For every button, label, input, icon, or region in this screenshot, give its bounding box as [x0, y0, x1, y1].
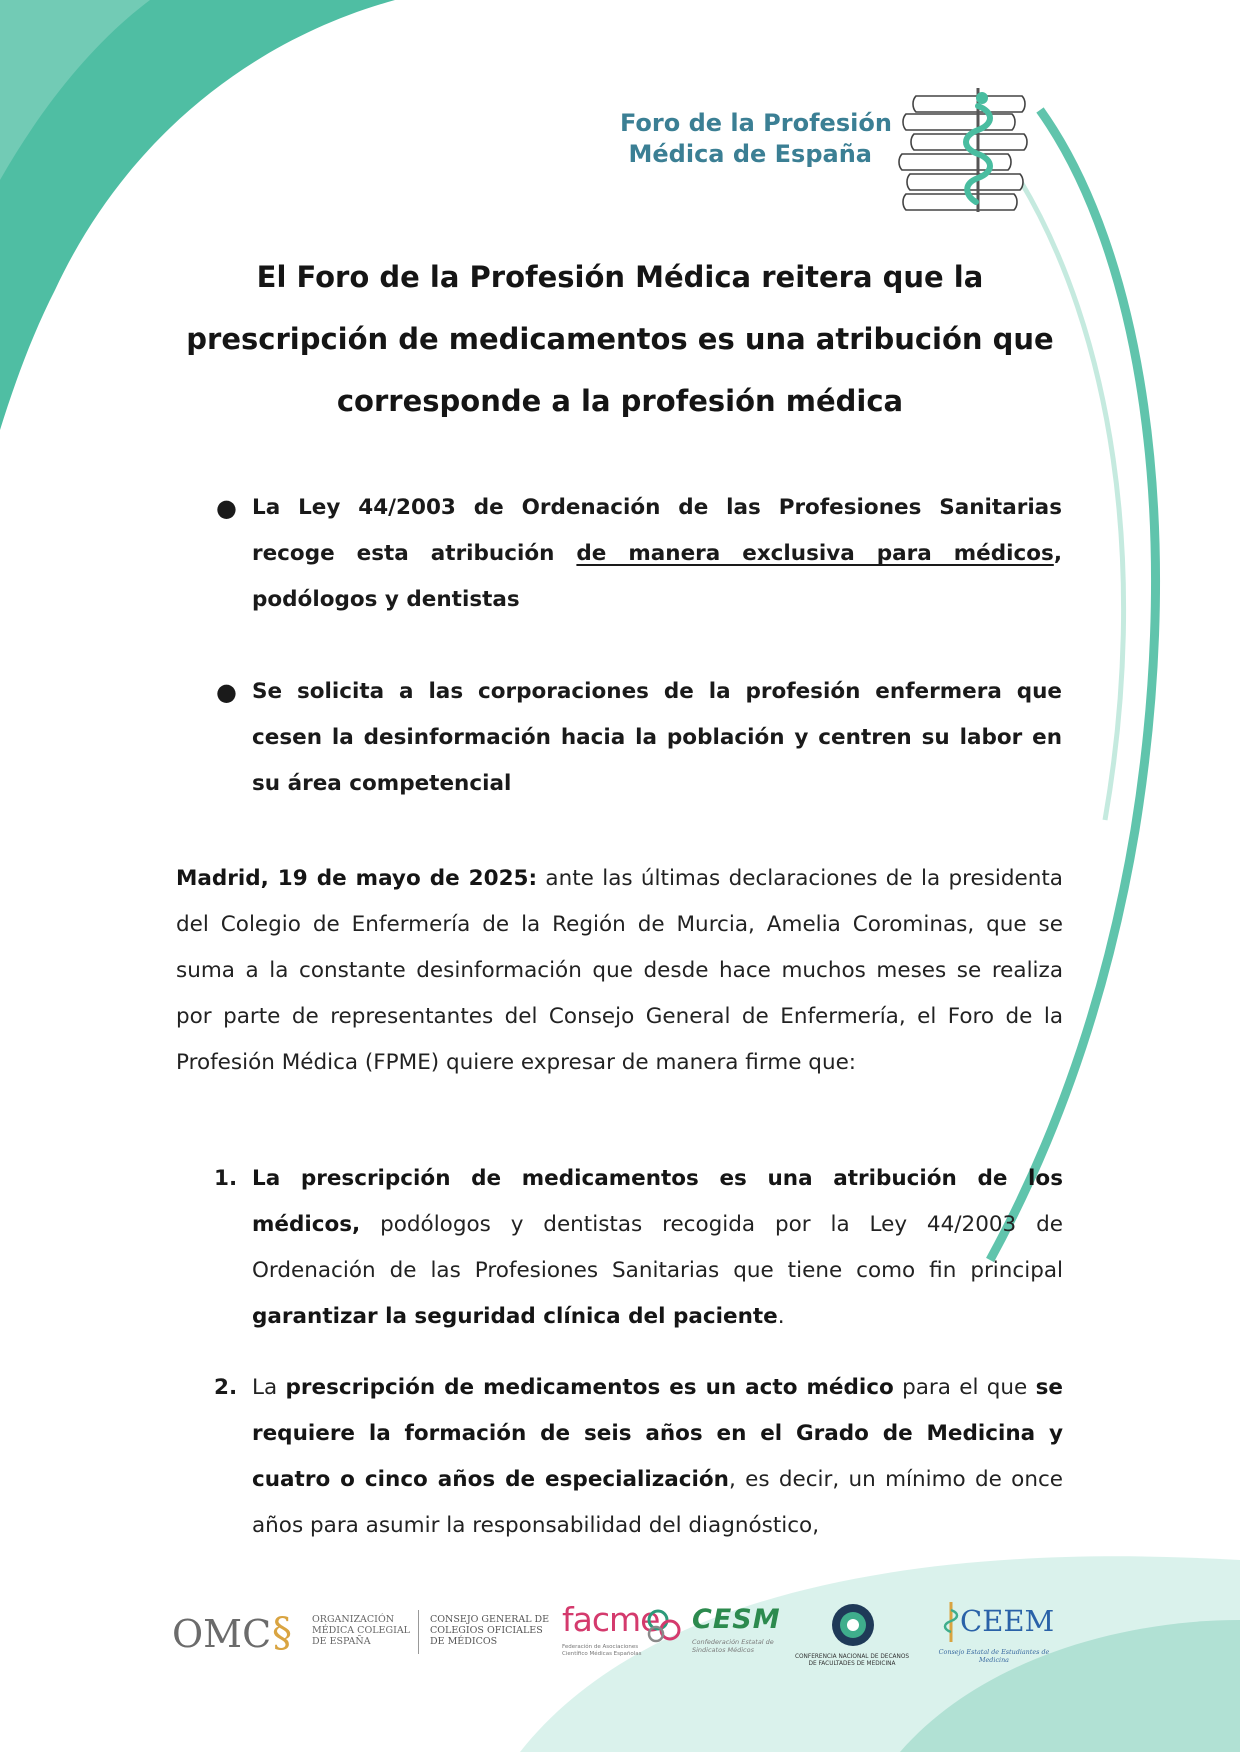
key-point	[212, 669, 1062, 807]
point-number: 1.	[214, 1166, 238, 1191]
cgcom-name: CONSEJO GENERAL DE COLEGIOS OFICIALES DE MÉDICOS	[430, 1614, 550, 1647]
ceem-subtitle: Consejo Estatal de Estudiantes de Medicina	[938, 1648, 1050, 1664]
ceem-caduceus-icon	[940, 1600, 962, 1644]
ceem-logo	[924, 1596, 1064, 1672]
lead-text: ante las últimas declaraciones de la presidenta del Colegio de Enfermería de la Región de Murcia, Amelia Corominas, que se suma a la constante desinformación que desde hace muchos meses se realiza por parte de representantes del Consejo General de Enfermería, el Foro de la Profesión Médica (FPME) quiere expresar de manera firme que:	[176, 866, 1063, 1075]
numbered-points	[212, 1156, 1063, 1574]
headline-line: El Foro de la Profesión Médica reitera que la	[256, 260, 984, 294]
cndfm-logo	[792, 1596, 912, 1672]
headline-line: corresponde a la profesión médica	[336, 384, 904, 418]
headline-line: prescripción de medicamentos es una atribución que	[186, 322, 1054, 356]
key-point-text: Se solicita a las corporaciones de la profesión enfermera que cesen la desinformación hacia la población y centren su labor en su área competencial	[252, 679, 1062, 796]
numbered-point	[212, 1156, 1063, 1340]
brand-name	[620, 108, 892, 170]
headline	[140, 246, 1100, 432]
cndfm-name: CONFERENCIA NACIONAL DE DECANOS DE FACULTADES DE MEDICINA	[794, 1654, 910, 1667]
lead-paragraph	[176, 856, 1063, 1086]
facme-rings-icon	[644, 1606, 684, 1646]
dateline: Madrid, 19 de mayo de 2025:	[176, 866, 538, 891]
facme-wordmark: facme	[562, 1600, 660, 1639]
point-number: 2.	[214, 1375, 238, 1400]
underlined-phrase: de manera exclusiva para médicos	[576, 541, 1054, 566]
omc-name: ORGANIZACIÓN MÉDICA COLEGIAL DE ESPAÑA	[312, 1614, 410, 1647]
footer-logos	[172, 1596, 1062, 1672]
key-points-list	[212, 485, 1062, 853]
ceem-wordmark: CEEM	[960, 1604, 1055, 1638]
cesm-subtitle: Confederación Estatal de Sindicatos Médicos	[692, 1638, 774, 1654]
bullet-icon: ●	[216, 678, 237, 706]
brand-line-1: Foro de la Profesión	[620, 109, 892, 137]
brand-line-2: Médica de España	[628, 140, 872, 168]
key-point-text: La Ley 44/2003 de Ordenación de las Profesiones Sanitarias recoge esta atribución de manera exclusiva para médicos, podólogos y dentistas	[252, 495, 1062, 612]
key-point	[212, 485, 1062, 623]
logo-divider	[418, 1610, 419, 1654]
bullet-icon: ●	[216, 494, 237, 522]
point-text: La prescripción de medicamentos es una atribución de los médicos, podólogos y dentistas recogida por la Ley 44/2003 de Ordenación de las Profesiones Sanitarias que tiene como fin principal garantizar la seguridad clínica del paciente.	[252, 1166, 1063, 1329]
omc-logo: OMC	[172, 1612, 272, 1656]
facme-subtitle: Federación de Asociaciones Científico Médicas Españolas	[562, 1644, 642, 1657]
point-text: La prescripción de medicamentos es un acto médico para el que se requiere la formación de seis años en el Grado de Medicina y cuatro o cinco años de especialización, es decir, un mínimo de once años para asumir la responsabilidad del diagnóstico,	[252, 1375, 1063, 1538]
omc-emblem-icon: §	[272, 1610, 292, 1656]
books-caduceus-logo	[896, 84, 1042, 214]
cndfm-emblem-icon	[830, 1602, 876, 1648]
facme-logo	[558, 1600, 682, 1666]
numbered-point	[212, 1365, 1063, 1549]
cesm-logo	[692, 1604, 792, 1664]
cesm-wordmark: CESM	[692, 1604, 781, 1635]
